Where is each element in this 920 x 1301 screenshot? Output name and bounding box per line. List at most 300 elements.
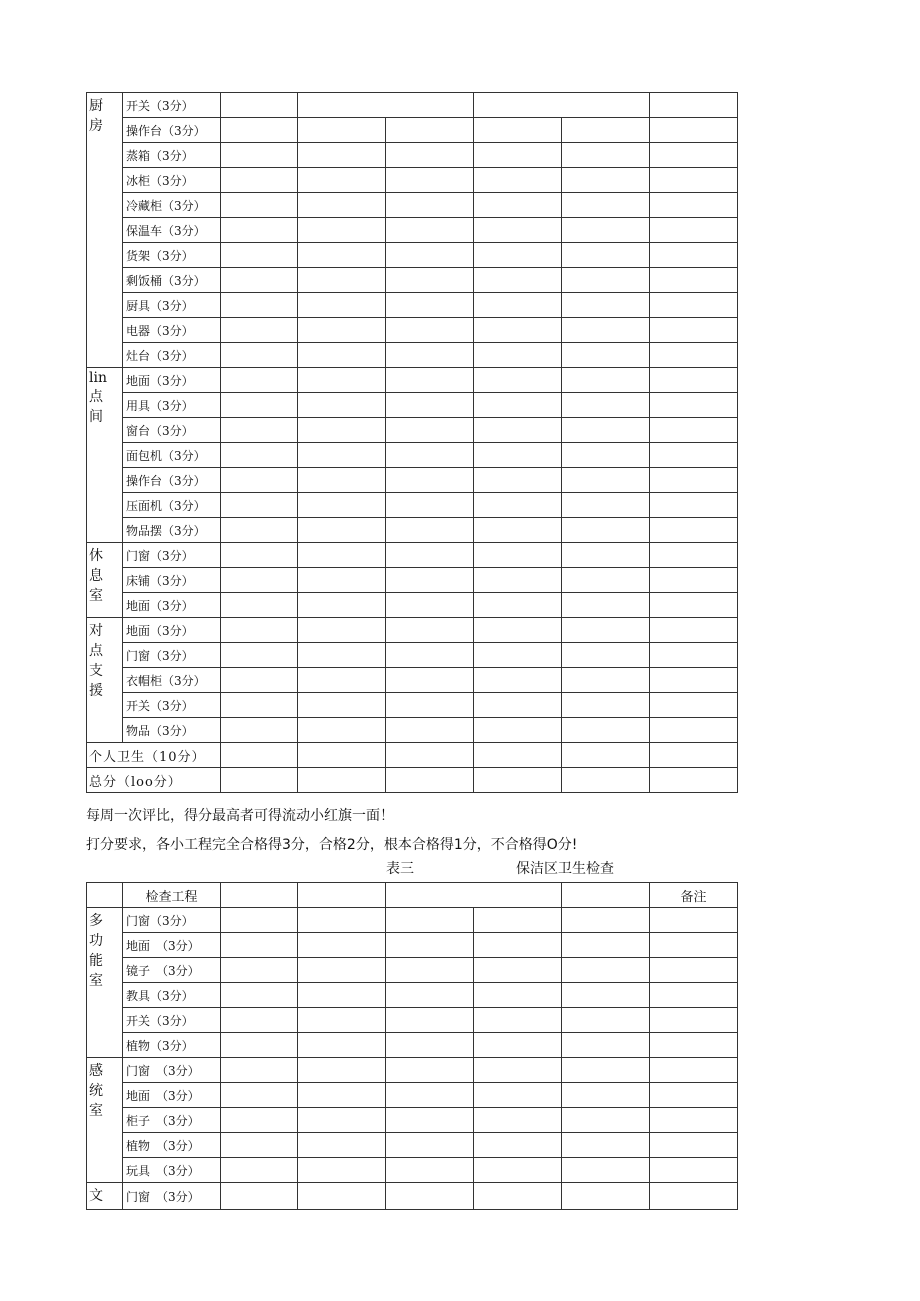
- score-cell[interactable]: [650, 118, 738, 143]
- score-cell[interactable]: [650, 593, 738, 618]
- score-cell[interactable]: [474, 1133, 562, 1158]
- score-cell[interactable]: [221, 768, 298, 793]
- score-cell[interactable]: [298, 983, 386, 1008]
- score-cell[interactable]: [386, 743, 474, 768]
- score-cell[interactable]: [386, 933, 474, 958]
- score-cell[interactable]: [474, 193, 562, 218]
- score-cell[interactable]: [650, 368, 738, 393]
- score-cell[interactable]: [221, 1133, 298, 1158]
- score-cell[interactable]: [474, 93, 650, 118]
- score-cell[interactable]: [386, 668, 474, 693]
- score-cell[interactable]: [562, 143, 650, 168]
- section-label-char: 室: [89, 973, 103, 989]
- item-label: 植物（3分）: [123, 1033, 221, 1058]
- score-cell[interactable]: [474, 343, 562, 368]
- score-cell[interactable]: [474, 443, 562, 468]
- score-cell[interactable]: [562, 343, 650, 368]
- item-label: 冷藏柜（3分）: [123, 193, 221, 218]
- score-cell[interactable]: [474, 543, 562, 568]
- score-cell[interactable]: [386, 1133, 474, 1158]
- table-row: [87, 368, 738, 393]
- score-cell[interactable]: [562, 568, 650, 593]
- score-cell[interactable]: [650, 643, 738, 668]
- score-cell[interactable]: [474, 1183, 562, 1210]
- score-cell[interactable]: [221, 643, 298, 668]
- score-cell[interactable]: [221, 908, 298, 933]
- score-cell[interactable]: [298, 218, 386, 243]
- score-cell[interactable]: [650, 218, 738, 243]
- score-cell[interactable]: [562, 1133, 650, 1158]
- score-cell[interactable]: [650, 1108, 738, 1133]
- score-cell[interactable]: [562, 1108, 650, 1133]
- item-label: 电器（3分）: [123, 318, 221, 343]
- score-cell[interactable]: [221, 958, 298, 983]
- score-cell[interactable]: [221, 1183, 298, 1210]
- score-cell[interactable]: [650, 1058, 738, 1083]
- header-blank-cell: [87, 883, 123, 908]
- score-cell[interactable]: [221, 193, 298, 218]
- score-cell[interactable]: [474, 618, 562, 643]
- score-cell[interactable]: [221, 168, 298, 193]
- score-cell[interactable]: [298, 368, 386, 393]
- table-row: [87, 168, 738, 193]
- score-cell[interactable]: [221, 493, 298, 518]
- score-cell[interactable]: [298, 668, 386, 693]
- score-cell[interactable]: [298, 1158, 386, 1183]
- score-cell[interactable]: [650, 443, 738, 468]
- item-label: 地面（3分）: [123, 618, 221, 643]
- score-cell[interactable]: [474, 468, 562, 493]
- score-cell[interactable]: [650, 743, 738, 768]
- score-cell[interactable]: [386, 443, 474, 468]
- score-cell[interactable]: [221, 293, 298, 318]
- score-cell[interactable]: [221, 1083, 298, 1108]
- score-cell[interactable]: [650, 243, 738, 268]
- score-cell[interactable]: [386, 908, 474, 933]
- score-cell[interactable]: [298, 1108, 386, 1133]
- score-cell[interactable]: [562, 983, 650, 1008]
- score-cell[interactable]: [221, 593, 298, 618]
- score-cell[interactable]: [221, 268, 298, 293]
- score-cell[interactable]: [650, 93, 738, 118]
- score-cell[interactable]: [474, 693, 562, 718]
- score-cell[interactable]: [298, 343, 386, 368]
- table-row: [87, 593, 738, 618]
- score-cell[interactable]: [386, 958, 474, 983]
- table-row: [87, 668, 738, 693]
- score-cell[interactable]: [221, 393, 298, 418]
- score-cell[interactable]: [474, 908, 562, 933]
- item-label: 物品（3分）: [123, 718, 221, 743]
- score-cell[interactable]: [221, 368, 298, 393]
- item-label: 冰柜（3分）: [123, 168, 221, 193]
- score-cell[interactable]: [298, 118, 386, 143]
- score-cell[interactable]: [474, 743, 562, 768]
- personal-hygiene-label: 个人卫生（10分）: [87, 743, 221, 768]
- section-label-char: 能: [89, 953, 103, 969]
- score-cell[interactable]: [474, 393, 562, 418]
- score-cell[interactable]: [221, 668, 298, 693]
- score-cell[interactable]: [298, 518, 386, 543]
- score-cell[interactable]: [298, 468, 386, 493]
- score-cell[interactable]: [650, 768, 738, 793]
- score-cell[interactable]: [474, 718, 562, 743]
- score-cell[interactable]: [298, 293, 386, 318]
- score-cell[interactable]: [221, 1033, 298, 1058]
- table-row: [87, 318, 738, 343]
- score-cell[interactable]: [650, 983, 738, 1008]
- score-cell[interactable]: [298, 1058, 386, 1083]
- score-cell[interactable]: [298, 243, 386, 268]
- weekly-evaluation-note: 每周一次评比，得分最高者可得流动小红旗一面！: [86, 808, 394, 824]
- score-cell[interactable]: [650, 493, 738, 518]
- score-cell[interactable]: [650, 518, 738, 543]
- score-cell[interactable]: [221, 418, 298, 443]
- score-cell[interactable]: [386, 468, 474, 493]
- score-cell[interactable]: [650, 958, 738, 983]
- section-label: [87, 1058, 123, 1183]
- score-cell[interactable]: [386, 693, 474, 718]
- score-cell[interactable]: [221, 468, 298, 493]
- item-label: 开关（3分）: [123, 693, 221, 718]
- score-cell[interactable]: [650, 908, 738, 933]
- score-cell[interactable]: [221, 933, 298, 958]
- score-cell[interactable]: [562, 618, 650, 643]
- table-row: [87, 618, 738, 643]
- score-cell[interactable]: [221, 618, 298, 643]
- table-row: [87, 268, 738, 293]
- score-cell[interactable]: [650, 318, 738, 343]
- table-row: [87, 293, 738, 318]
- total-score-row: [87, 768, 738, 793]
- score-cell[interactable]: [474, 168, 562, 193]
- score-cell[interactable]: [650, 268, 738, 293]
- score-cell[interactable]: [562, 1158, 650, 1183]
- score-cell[interactable]: [650, 418, 738, 443]
- score-cell[interactable]: [386, 718, 474, 743]
- score-cell[interactable]: [474, 1083, 562, 1108]
- item-label: 面包机（3分）: [123, 443, 221, 468]
- score-cell[interactable]: [386, 268, 474, 293]
- score-cell[interactable]: [298, 193, 386, 218]
- score-cell[interactable]: [386, 418, 474, 443]
- score-cell[interactable]: [298, 593, 386, 618]
- section-label-char: 息: [89, 568, 103, 584]
- score-cell[interactable]: [298, 768, 386, 793]
- section-label-char: 厨: [89, 98, 103, 114]
- score-cell[interactable]: [474, 668, 562, 693]
- score-cell[interactable]: [298, 268, 386, 293]
- score-cell[interactable]: [474, 368, 562, 393]
- score-cell[interactable]: [474, 1058, 562, 1083]
- section-label-char: 间: [89, 409, 103, 425]
- score-cell[interactable]: [298, 318, 386, 343]
- score-cell[interactable]: [221, 1058, 298, 1083]
- score-cell[interactable]: [474, 1108, 562, 1133]
- item-label: 门窗 （3分）: [123, 1058, 221, 1083]
- section-label-char: 支: [89, 663, 103, 679]
- score-cell[interactable]: [298, 743, 386, 768]
- score-cell[interactable]: [650, 168, 738, 193]
- score-cell[interactable]: [386, 1108, 474, 1133]
- score-cell[interactable]: [474, 118, 562, 143]
- score-cell[interactable]: [386, 1008, 474, 1033]
- score-cell[interactable]: [474, 1033, 562, 1058]
- score-cell[interactable]: [386, 318, 474, 343]
- score-cell[interactable]: [474, 643, 562, 668]
- score-cell[interactable]: [474, 293, 562, 318]
- score-cell[interactable]: [474, 568, 562, 593]
- score-cell[interactable]: [221, 1008, 298, 1033]
- score-cell[interactable]: [386, 118, 474, 143]
- score-cell[interactable]: [562, 933, 650, 958]
- item-label: 镜子 （3分）: [123, 958, 221, 983]
- score-cell[interactable]: [298, 1008, 386, 1033]
- item-label: 教具（3分）: [123, 983, 221, 1008]
- table-row: [87, 1033, 738, 1058]
- score-cell[interactable]: [562, 518, 650, 543]
- score-cell[interactable]: [650, 393, 738, 418]
- score-cell[interactable]: [221, 1158, 298, 1183]
- score-cell[interactable]: [562, 418, 650, 443]
- score-cell[interactable]: [562, 318, 650, 343]
- score-cell[interactable]: [298, 958, 386, 983]
- score-cell[interactable]: [386, 293, 474, 318]
- score-cell[interactable]: [298, 393, 386, 418]
- score-cell[interactable]: [474, 958, 562, 983]
- score-cell[interactable]: [221, 518, 298, 543]
- score-cell[interactable]: [221, 118, 298, 143]
- table-row: [87, 468, 738, 493]
- item-label: 压面机（3分）: [123, 493, 221, 518]
- score-cell[interactable]: [650, 143, 738, 168]
- score-cell[interactable]: [474, 418, 562, 443]
- section-label: [87, 1183, 123, 1210]
- score-cell[interactable]: [386, 593, 474, 618]
- score-cell[interactable]: [386, 343, 474, 368]
- section-label: [87, 93, 123, 368]
- score-cell[interactable]: [650, 1008, 738, 1033]
- score-cell[interactable]: [562, 958, 650, 983]
- score-cell[interactable]: [474, 593, 562, 618]
- score-cell[interactable]: [650, 468, 738, 493]
- score-cell[interactable]: [221, 543, 298, 568]
- score-cell[interactable]: [474, 933, 562, 958]
- section-label-char: 援: [89, 683, 103, 699]
- score-cell[interactable]: [562, 1033, 650, 1058]
- score-cell[interactable]: [650, 1158, 738, 1183]
- score-cell[interactable]: [474, 518, 562, 543]
- score-cell[interactable]: [386, 368, 474, 393]
- score-cell[interactable]: [474, 218, 562, 243]
- score-cell[interactable]: [474, 1158, 562, 1183]
- table-row: [87, 118, 738, 143]
- section-label-char: 点: [89, 643, 103, 659]
- score-cell[interactable]: [298, 1133, 386, 1158]
- score-cell[interactable]: [298, 418, 386, 443]
- score-cell[interactable]: [386, 543, 474, 568]
- score-cell[interactable]: [474, 143, 562, 168]
- score-cell[interactable]: [562, 443, 650, 468]
- score-cell[interactable]: [298, 933, 386, 958]
- section-label: [87, 368, 123, 543]
- score-cell[interactable]: [298, 493, 386, 518]
- score-cell[interactable]: [386, 1058, 474, 1083]
- score-cell[interactable]: [221, 243, 298, 268]
- score-cell[interactable]: [221, 718, 298, 743]
- score-cell[interactable]: [562, 218, 650, 243]
- score-cell[interactable]: [474, 768, 562, 793]
- score-cell[interactable]: [562, 543, 650, 568]
- score-cell[interactable]: [298, 643, 386, 668]
- score-cell[interactable]: [562, 643, 650, 668]
- score-cell[interactable]: [562, 908, 650, 933]
- score-cell[interactable]: [650, 1033, 738, 1058]
- score-cell[interactable]: [386, 568, 474, 593]
- score-cell[interactable]: [650, 1133, 738, 1158]
- score-cell[interactable]: [562, 718, 650, 743]
- table-row: [87, 908, 738, 933]
- score-cell[interactable]: [298, 1183, 386, 1210]
- score-cell[interactable]: [474, 983, 562, 1008]
- score-cell[interactable]: [562, 468, 650, 493]
- table-header-row: [87, 883, 738, 908]
- score-cell[interactable]: [562, 668, 650, 693]
- score-cell[interactable]: [562, 1083, 650, 1108]
- score-cell[interactable]: [562, 1008, 650, 1033]
- section-label-char: 感: [89, 1063, 103, 1079]
- score-cell[interactable]: [650, 933, 738, 958]
- score-cell[interactable]: [298, 443, 386, 468]
- score-cell[interactable]: [562, 193, 650, 218]
- table-row: [87, 193, 738, 218]
- score-cell[interactable]: [562, 243, 650, 268]
- score-cell[interactable]: [386, 143, 474, 168]
- score-cell[interactable]: [562, 1183, 650, 1210]
- score-cell[interactable]: [221, 218, 298, 243]
- table-row: [87, 643, 738, 668]
- score-cell[interactable]: [221, 693, 298, 718]
- score-cell[interactable]: [386, 393, 474, 418]
- score-cell[interactable]: [386, 643, 474, 668]
- table-row: [87, 543, 738, 568]
- section-label-char: lin: [89, 370, 107, 386]
- table-row: [87, 1108, 738, 1133]
- table-row: [87, 443, 738, 468]
- score-cell[interactable]: [562, 168, 650, 193]
- score-cell[interactable]: [562, 118, 650, 143]
- score-cell[interactable]: [298, 143, 386, 168]
- score-cell[interactable]: [650, 343, 738, 368]
- score-cell[interactable]: [386, 1083, 474, 1108]
- score-cell[interactable]: [298, 693, 386, 718]
- personal-hygiene-row: [87, 743, 738, 768]
- item-label: 厨具（3分）: [123, 293, 221, 318]
- table-row: [87, 983, 738, 1008]
- score-cell[interactable]: [650, 1183, 738, 1210]
- score-cell[interactable]: [298, 543, 386, 568]
- table-row: [87, 243, 738, 268]
- score-cell[interactable]: [386, 243, 474, 268]
- section-label: [87, 618, 123, 743]
- item-label: 地面（3分）: [123, 368, 221, 393]
- score-cell[interactable]: [562, 493, 650, 518]
- score-cell[interactable]: [650, 543, 738, 568]
- score-cell[interactable]: [562, 1058, 650, 1083]
- score-cell[interactable]: [221, 983, 298, 1008]
- score-cell[interactable]: [298, 618, 386, 643]
- score-cell[interactable]: [298, 568, 386, 593]
- score-cell[interactable]: [221, 743, 298, 768]
- score-cell[interactable]: [650, 693, 738, 718]
- score-cell[interactable]: [386, 983, 474, 1008]
- score-cell[interactable]: [562, 268, 650, 293]
- score-cell[interactable]: [562, 768, 650, 793]
- score-cell[interactable]: [562, 393, 650, 418]
- score-cell[interactable]: [474, 493, 562, 518]
- table-row: [87, 1133, 738, 1158]
- score-cell[interactable]: [221, 443, 298, 468]
- score-cell[interactable]: [562, 293, 650, 318]
- score-cell[interactable]: [650, 293, 738, 318]
- score-cell[interactable]: [474, 1008, 562, 1033]
- score-cell[interactable]: [386, 493, 474, 518]
- score-cell[interactable]: [386, 518, 474, 543]
- score-cell[interactable]: [474, 318, 562, 343]
- score-cell[interactable]: [386, 768, 474, 793]
- score-cell[interactable]: [562, 743, 650, 768]
- score-cell[interactable]: [562, 593, 650, 618]
- score-cell[interactable]: [221, 568, 298, 593]
- score-cell[interactable]: [562, 693, 650, 718]
- score-cell[interactable]: [386, 618, 474, 643]
- section-label-char: 功: [89, 933, 103, 949]
- score-cell[interactable]: [221, 143, 298, 168]
- table-row: [87, 693, 738, 718]
- score-cell[interactable]: [298, 93, 474, 118]
- score-cell[interactable]: [650, 718, 738, 743]
- score-cell[interactable]: [221, 93, 298, 118]
- score-cell[interactable]: [221, 1108, 298, 1133]
- score-cell[interactable]: [386, 168, 474, 193]
- score-cell[interactable]: [650, 193, 738, 218]
- item-label: 玩具 （3分）: [123, 1158, 221, 1183]
- score-cell[interactable]: [298, 718, 386, 743]
- score-cell[interactable]: [650, 668, 738, 693]
- score-cell[interactable]: [221, 343, 298, 368]
- score-cell[interactable]: [474, 268, 562, 293]
- score-cell[interactable]: [386, 1158, 474, 1183]
- score-cell[interactable]: [298, 1083, 386, 1108]
- score-cell[interactable]: [474, 243, 562, 268]
- score-cell[interactable]: [386, 218, 474, 243]
- score-cell[interactable]: [650, 568, 738, 593]
- score-cell[interactable]: [386, 1183, 474, 1210]
- item-label: 货架（3分）: [123, 243, 221, 268]
- score-cell[interactable]: [221, 318, 298, 343]
- item-label: 物品摆（3分）: [123, 518, 221, 543]
- table-row: [87, 518, 738, 543]
- score-cell[interactable]: [298, 1033, 386, 1058]
- score-cell[interactable]: [386, 193, 474, 218]
- score-cell[interactable]: [386, 1033, 474, 1058]
- score-cell[interactable]: [298, 908, 386, 933]
- score-cell[interactable]: [650, 1083, 738, 1108]
- item-label: 地面（3分）: [123, 593, 221, 618]
- score-cell[interactable]: [298, 168, 386, 193]
- score-cell[interactable]: [562, 368, 650, 393]
- score-cell[interactable]: [650, 618, 738, 643]
